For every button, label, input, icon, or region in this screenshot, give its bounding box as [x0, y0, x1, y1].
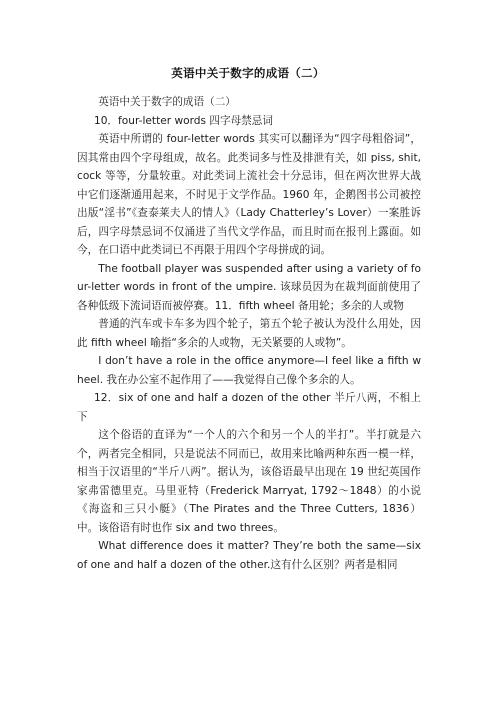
- paragraph: 普通的汽车或卡车多为四个轮子，第五个轮子被认为没什么用处，因此 fifth wheel 喻指“多余的人或物，无关紧要的人或物”。: [77, 318, 421, 349]
- paragraph: I don’t have a role in the office anymore—I feel like a fifth wheel. 我在办公室不起作用了——我觉得自己像个多余的人。: [77, 355, 421, 386]
- section-heading-10: 10．four-letter words 四字母禁忌词: [93, 114, 273, 127]
- section-heading-12: 12．six of one and half a dozen of the other 半斤八两，不相上下: [77, 392, 421, 423]
- paragraph-subtitle: 英语中关于数字的成语（二）: [98, 96, 236, 108]
- paragraph: What difference does it matter? They’re both the same—six of one and half a dozen of the other.这有什么区别？两者是相同: [77, 540, 421, 571]
- paragraph: The football player was suspended after using a variety of four-letter words in front of the umpire. 该球员因为在裁判面前使用了各种低级下流词语而被停赛。11．fifth wheel 备用轮；多余的人或物: [77, 262, 421, 312]
- document-body: [77, 93, 421, 574]
- paragraph: 英语中所谓的 four-letter words 其实可以翻译为“四字母粗俗词”，因其常由四个字母组成，故名。此类词多与性及排泄有关，如 piss, shit, cock 等等，分量较重。对此类词上流社会十分忌讳，但在两次世界大战中它们逐渐通用起来，不时见于文学作品。1960 年，企鹅图书公司被控出版“淫书”《查泰莱夫人的情人》（Lady Chatterley’s Lover）一案胜诉后，四字母禁忌词不仅涌进了当代文学作品，而且时而在报刊上露面。如今，在口语中此类词已不再限于用四个字母拼成的词。: [77, 133, 421, 256]
- paragraph: 这个俗语的直译为“一个人的六个和另一个人的半打”。半打就是六个，两者完全相同，只是说法不同而已，故用来比喻两种东西一模一样，相当于汉语里的“半斤八两”。据认为，该俗语最早出现在 19 世纪英国作家弗雷德里克。马里亚特（Frederick Marryat, 1792～1848）的小说《海盗和三只小艇》（The Pirates and the Three Cutters, 1836）中。该俗语有时也作 six and two threes。: [77, 429, 421, 534]
- document-title: 英语中关于数字的成语（二）: [171, 66, 325, 80]
